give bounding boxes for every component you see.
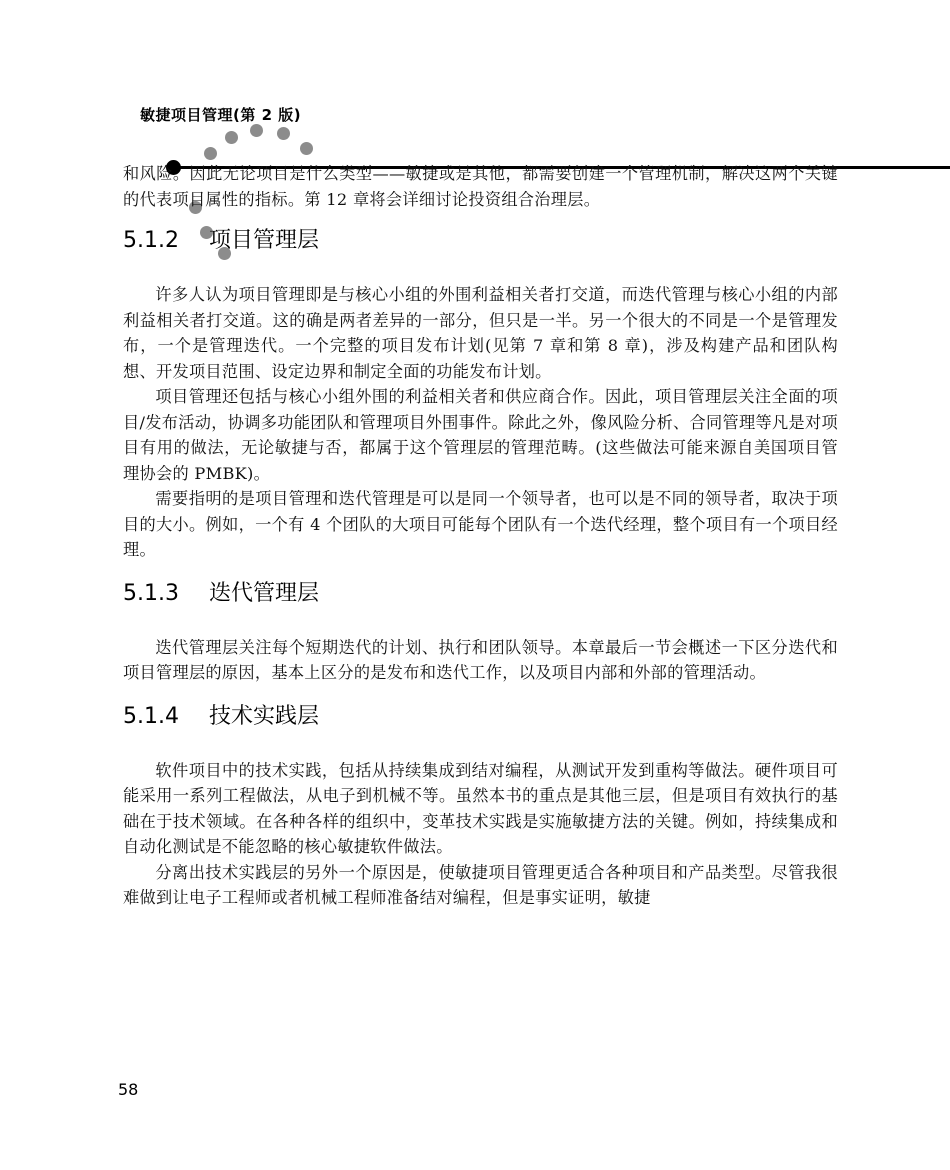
section-number: 5.1.2 (123, 228, 179, 253)
decorative-dot (225, 131, 238, 144)
body-paragraph: 许多人认为项目管理即是与核心小组的外围利益相关者打交道，而迭代管理与核心小组的内部利益相关者打交道。这的确是两者差异的一部分，但只是一半。另一个很大的不同是一个是管理发布，一个是管理迭代。一个完整的项目发布计划(见第 7 章和第 8 章)，涉及构建产品和团队构想、开发项目范围、设定边界和制定全面的功能发布计划。 (123, 285, 838, 381)
section-heading-5-1-3 (123, 579, 838, 609)
section-title: 项目管理层 (209, 228, 320, 253)
decorative-dot (204, 147, 217, 160)
section-number: 5.1.3 (123, 580, 179, 606)
section-heading-5-1-2 (123, 226, 838, 256)
body-paragraph: 分离出技术实践层的另外一个原因是，使敏捷项目管理更适合各种项目和产品类型。尽管我很难做到让电子工程师或者机械工程师准备结对编程，但是事实证明，敏捷 (123, 862, 838, 907)
section-number: 5.1.4 (123, 703, 179, 729)
decorative-dot (277, 127, 290, 140)
intro-paragraph: 和风险。因此无论项目是什么类型——敏捷或是其他，都需要创建一个管理机制，解决这两个关键的代表项目属性的指标。第 12 章将会详细讨论投资组合治理层。 (123, 164, 838, 209)
page-number: 58 (118, 1080, 139, 1099)
body-paragraph: 需要指明的是项目管理和迭代管理是可以是同一个领导者，也可以是不同的领导者，取决于项目的大小。例如，一个有 4 个团队的大项目可能每个团队有一个迭代经理，整个项目有一个项目经理。 (123, 489, 838, 559)
body-paragraph: 软件项目中的技术实践，包括从持续集成到结对编程，从测试开发到重构等做法。硬件项目可能采用一系列工程做法，从电子到机械不等。虽然本书的重点是其他三层，但是项目有效执行的基础在于技术领域。在各种各样的组织中，变革技术实践是实施敏捷方法的关键。例如，持续集成和自动化测试是不能忽略的核心敏捷软件做法。 (123, 760, 838, 856)
section-title: 技术实践层 (209, 703, 320, 729)
page-body (123, 161, 838, 911)
running-header: 敏捷项目管理(第 2 版) (140, 106, 302, 124)
decorative-dot (250, 124, 263, 137)
decorative-dot (300, 142, 313, 155)
body-paragraph: 迭代管理层关注每个短期迭代的计划、执行和团队领导。本章最后一节会概述一下区分迭代和项目管理层的原因，基本上区分的是发布和迭代工作，以及项目内部和外部的管理活动。 (123, 637, 838, 682)
section-heading-5-1-4 (123, 702, 838, 732)
body-paragraph: 项目管理还包括与核心小组外围的利益相关者和供应商合作。因此，项目管理层关注全面的项目/发布活动，协调多功能团队和管理项目外围事件。除此之外，像风险分析、合同管理等凡是对项目有用的做法，无论敏捷与否，都属于这个管理层的管理范畴。(这些做法可能来源自美国项目管理协会的 PMBK)。 (123, 387, 838, 483)
section-title: 迭代管理层 (209, 580, 320, 606)
